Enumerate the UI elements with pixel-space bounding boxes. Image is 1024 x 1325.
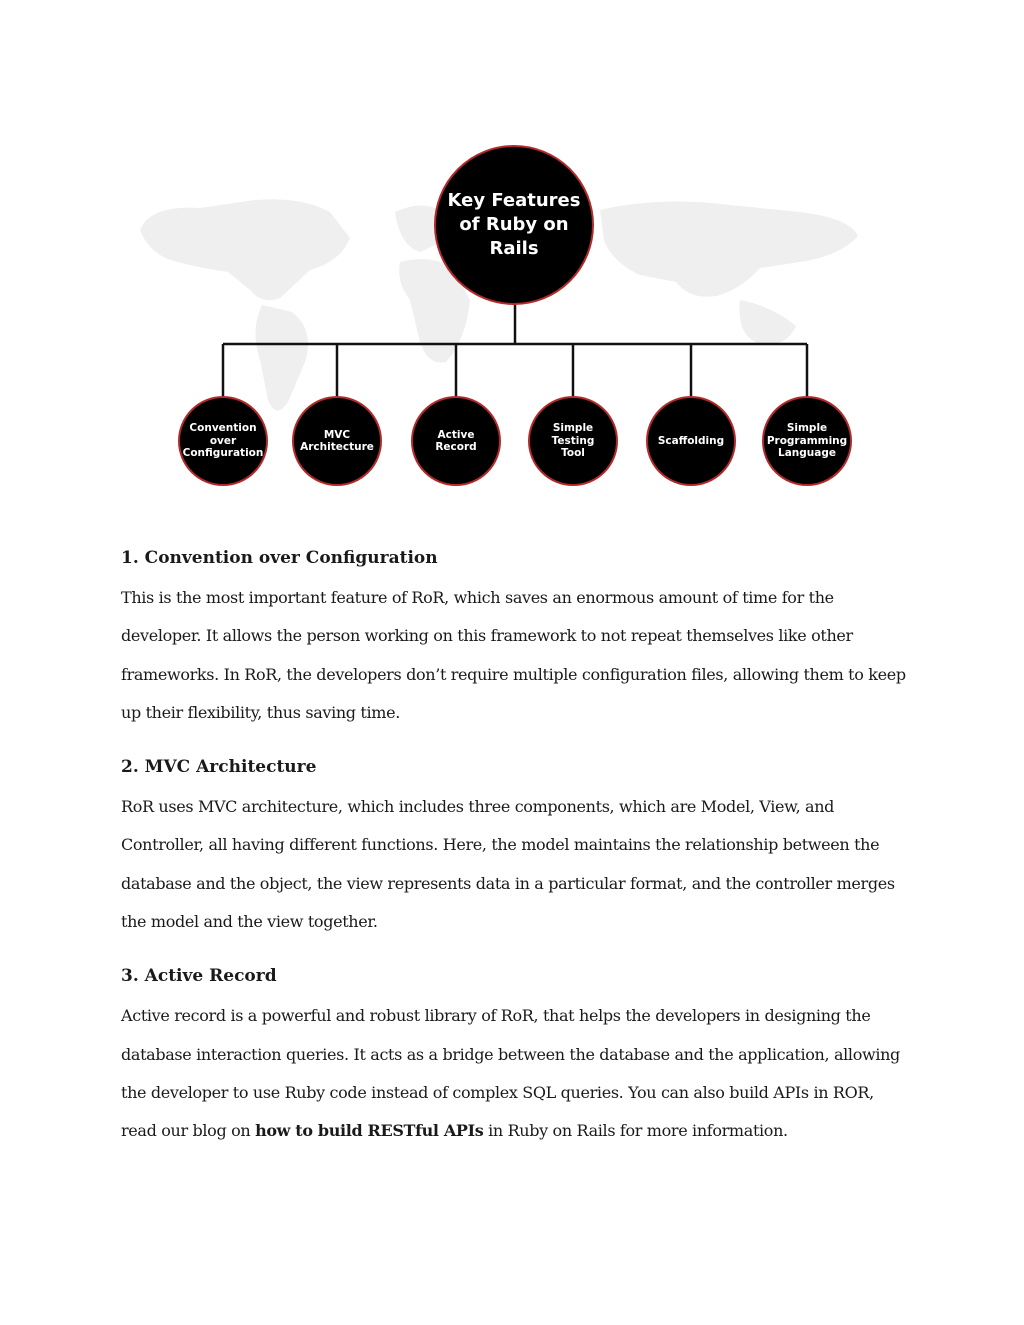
section-heading: 1. Convention over Configuration xyxy=(121,548,438,568)
node-simple-testing-tool: Simple Testing Tool xyxy=(528,396,618,486)
node-active-record: Active Record xyxy=(411,396,501,486)
node-convention-over-configuration: Convention over Configuration xyxy=(178,396,268,486)
node-mvc-architecture: MVC Architecture xyxy=(292,396,382,486)
diagram-root-node: Key Features of Ruby on Rails xyxy=(434,145,594,305)
node-scaffolding: Scaffolding xyxy=(646,396,736,486)
connector-lines xyxy=(223,305,807,396)
section-paragraph: RoR uses MVC architecture, which includes three components, which are Model, View, and Controller, all having different functions. Here, the model maintains the relationship between the database and the object, the view represents data in a particular format, and the controller merges the model and the view together. xyxy=(121,797,895,932)
section-paragraph xyxy=(121,997,911,1150)
section-mvc-architecture xyxy=(121,752,911,941)
node-simple-programming-language: Simple Programming Language xyxy=(762,396,852,486)
article-body xyxy=(121,543,911,1151)
section-paragraph: This is the most important feature of RoR, which saves an enormous amount of time for the developer. It allows the person working on this framework to not repeat themselves like other frameworks. In RoR, the developers don’t require multiple configuration files, allowing them to keep up their flexibility, thus saving time. xyxy=(121,588,906,722)
paragraph-text: in Ruby on Rails for more information. xyxy=(483,1121,788,1141)
restful-apis-link[interactable]: how to build RESTful APIs xyxy=(255,1121,484,1141)
section-active-record xyxy=(121,961,911,1150)
section-heading: 2. MVC Architecture xyxy=(121,757,317,778)
section-convention-over-configuration xyxy=(121,543,911,732)
section-heading: 3. Active Record xyxy=(121,966,277,987)
paragraph-text: Active record is a powerful and robust library of RoR, that helps the developers in designing the database interaction queries. It acts as a bridge between the database and the application, allowing the developer to use Ruby code instead of complex SQL queries. You can also build APIs in ROR, read our blog on xyxy=(121,1006,900,1141)
features-diagram xyxy=(0,0,1024,520)
